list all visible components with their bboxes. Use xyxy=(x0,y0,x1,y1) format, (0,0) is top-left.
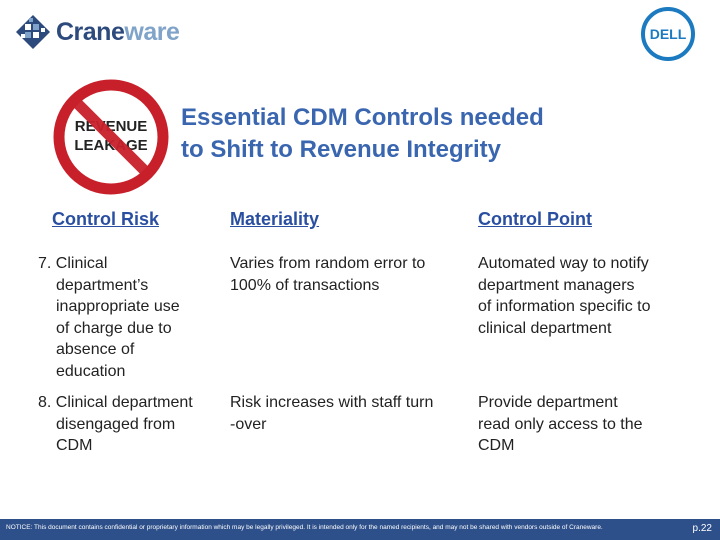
title-line1: Essential CDM Controls needed xyxy=(181,104,544,131)
row-7-control-line: clinical department xyxy=(478,319,612,337)
row-7-risk-line: inappropriate use xyxy=(56,298,180,315)
row-7-control-line: department managers xyxy=(478,276,635,294)
craneware-mark-icon xyxy=(14,13,52,51)
row-7-materiality xyxy=(230,253,470,296)
row-8-control-point xyxy=(478,392,713,457)
badge-line1: REVENUE xyxy=(74,118,148,135)
row-7-risk-line: department’s xyxy=(56,276,149,294)
row-8-risk xyxy=(38,392,228,457)
row-8-control-line: CDM xyxy=(478,437,515,454)
row-8-control-line: read only access to the xyxy=(478,415,643,433)
dell-logo-text: DELL xyxy=(649,26,687,42)
row-7-number: 7. xyxy=(38,255,52,272)
row-7-risk-first: Clinical xyxy=(55,255,108,272)
badge-line2: LEAKAGE xyxy=(74,137,148,154)
row-8-materiality xyxy=(230,392,470,435)
row-8-materiality-line: Risk increases with staff turn xyxy=(230,394,434,411)
row-8-risk-first: Clinical department xyxy=(55,394,193,411)
confidentiality-notice: NOTICE: This document contains confidential or proprietary information which may be legally privileged. It is intended only for the named recipients, and may not be shared with vendors outside of Craneware. xyxy=(6,524,603,531)
header-control-point: Control Point xyxy=(478,209,592,229)
no-revenue-leakage-icon xyxy=(52,78,170,196)
row-7-control-point xyxy=(478,253,713,339)
header-control-risk: Control Risk xyxy=(52,209,160,229)
header-materiality: Materiality xyxy=(230,209,320,229)
row-7-materiality-line: 100% of transactions xyxy=(230,276,380,294)
row-8-control-line: Provide department xyxy=(478,394,618,411)
row-8-risk-line: CDM xyxy=(56,437,93,454)
craneware-logo xyxy=(14,10,184,54)
footer-bar xyxy=(0,519,720,540)
title-line2: to Shift to Revenue Integrity xyxy=(181,136,502,163)
craneware-wordmark: Craneware xyxy=(56,17,180,46)
dell-logo xyxy=(640,6,696,62)
row-7-risk xyxy=(38,253,218,382)
row-7-materiality-line: Varies from random error to xyxy=(230,255,426,272)
row-8-materiality-line: -over xyxy=(230,415,267,433)
page-number: p.22 xyxy=(692,523,712,534)
row-8-risk-line: disengaged from xyxy=(56,415,176,433)
row-7-risk-line: of charge due to xyxy=(56,319,172,337)
row-7-risk-line: education xyxy=(56,362,126,380)
row-7-risk-line: absence of xyxy=(56,341,135,358)
row-7-control-line: of information specific to xyxy=(478,298,651,315)
slide-title xyxy=(181,102,641,166)
row-7-control-line: Automated way to notify xyxy=(478,255,649,272)
row-8-number: 8. xyxy=(38,394,52,411)
